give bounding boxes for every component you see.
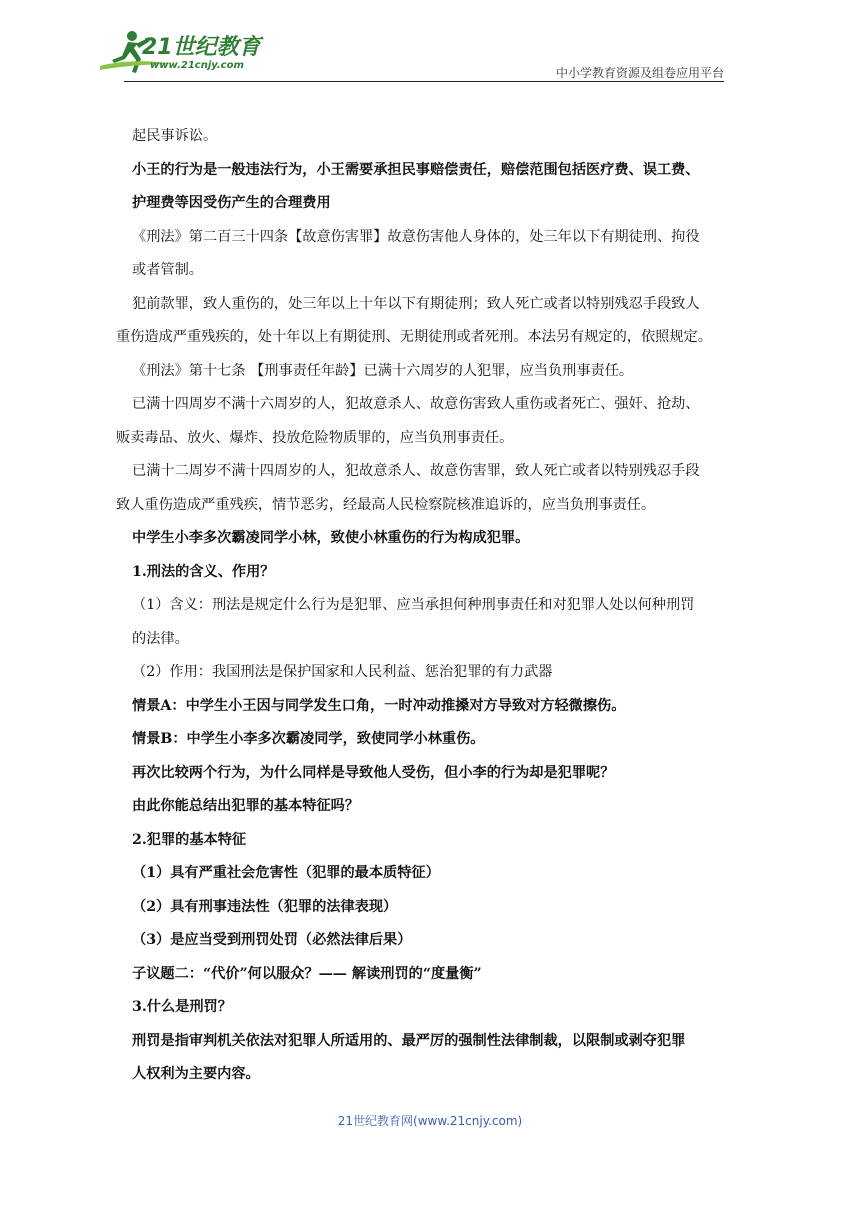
paragraph: 小王的行为是一般违法行为，小王需要承担民事赔偿责任，赔偿范围包括医疗费、误工费、 [132,161,700,178]
paragraph: 或者管制。 [132,262,203,278]
paragraph: 的法律。 [132,630,189,647]
paragraph: 致人重伤造成严重残疾，情节恶劣，经最高人民检察院核准追诉的，应当负刑事责任。 [116,496,656,513]
logo-url: www.21cnjy.com [150,60,244,71]
paragraph: 起民事诉讼。 [132,128,218,144]
paragraph: 中学生小李多次霸凌同学小林，致使小林重伤的行为构成犯罪。 [132,530,530,546]
paragraph: 已满十二周岁不满十四周岁的人，犯故意杀人、故意伤害罪，致人死亡或者以特别残忍手段 [132,463,700,479]
paragraph: 由此你能总结出犯罪的基本特征吗？ [132,798,360,814]
paragraph: 《刑法》第二百三十四条【故意伤害罪】故意伤害他人身体的，处三年以下有期徒刑、拘役 [132,228,700,245]
paragraph: 贩卖毒品、放火、爆炸、投放危险物质罪的，应当负刑事责任。 [116,429,514,446]
list-item: （1）具有严重社会危害性（犯罪的最本质特征） [132,865,440,881]
page-footer: 21世纪教育网(www.21cnjy.com) [337,1114,523,1128]
paragraph: 刑罚是指审判机关依法对犯罪人所适用的、最严厉的强制性法律制裁，以限制或剥夺犯罪 [132,1032,686,1049]
paragraph: 重伤造成严重残疾的，处十年以上有期徒刑、无期徒刑或者死刑。本法另有规定的，依照规定。 [116,329,712,345]
paragraph: （1）含义：刑法是规定什么行为是犯罪、应当承担何种刑事责任和对犯罪人处以何种刑罚 [132,597,695,613]
document-body [116,120,732,1092]
paragraph: 情景A：中学生小王因与同学发生口角，一时冲动推搡对方导致对方轻微擦伤。 [132,697,626,714]
page-header [0,0,860,86]
list-item: （3）是应当受到刑罚处罚（必然法律后果） [132,932,412,948]
paragraph: 已满十四周岁不满十六周岁的人，犯故意杀人、故意伤害致人重伤或者死亡、强奸、抢劫、 [132,396,700,412]
paragraph: 护理费等因受伤产生的合理费用 [132,195,331,211]
paragraph: 《刑法》第十七条 【刑事责任年龄】已满十六周岁的人犯罪，应当负刑事责任。 [132,362,634,379]
logo-text: 21世纪教育 [142,35,261,60]
subtopic-heading: 子议题二：“代价”何以服众？—— 解读刑罚的“度量衡” [132,965,482,982]
section-heading: 2.犯罪的基本特征 [132,831,247,848]
list-item: （2）具有刑事违法性（犯罪的法律表现） [132,898,398,915]
paragraph: 人权利为主要内容。 [132,1066,260,1082]
section-heading: 3.什么是刑罚？ [132,999,232,1015]
paragraph: 再次比较两个行为，为什么同样是导致他人受伤，但小李的行为却是犯罪呢？ [132,764,615,781]
paragraph: 情景B：中学生小李多次霸凌同学，致使同学小林重伤。 [132,731,485,747]
section-heading: 1.刑法的含义、作用？ [132,563,275,580]
paragraph: 犯前款罪，致人重伤的，处三年以上十年以下有期徒刑；致人死亡或者以特别残忍手段致人 [132,295,700,312]
header-divider [124,81,724,82]
platform-label: 中小学教育资源及组卷应用平台 [555,66,724,80]
paragraph: （2）作用：我国刑法是保护国家和人民利益、惩治犯罪的有力武器 [132,664,553,680]
